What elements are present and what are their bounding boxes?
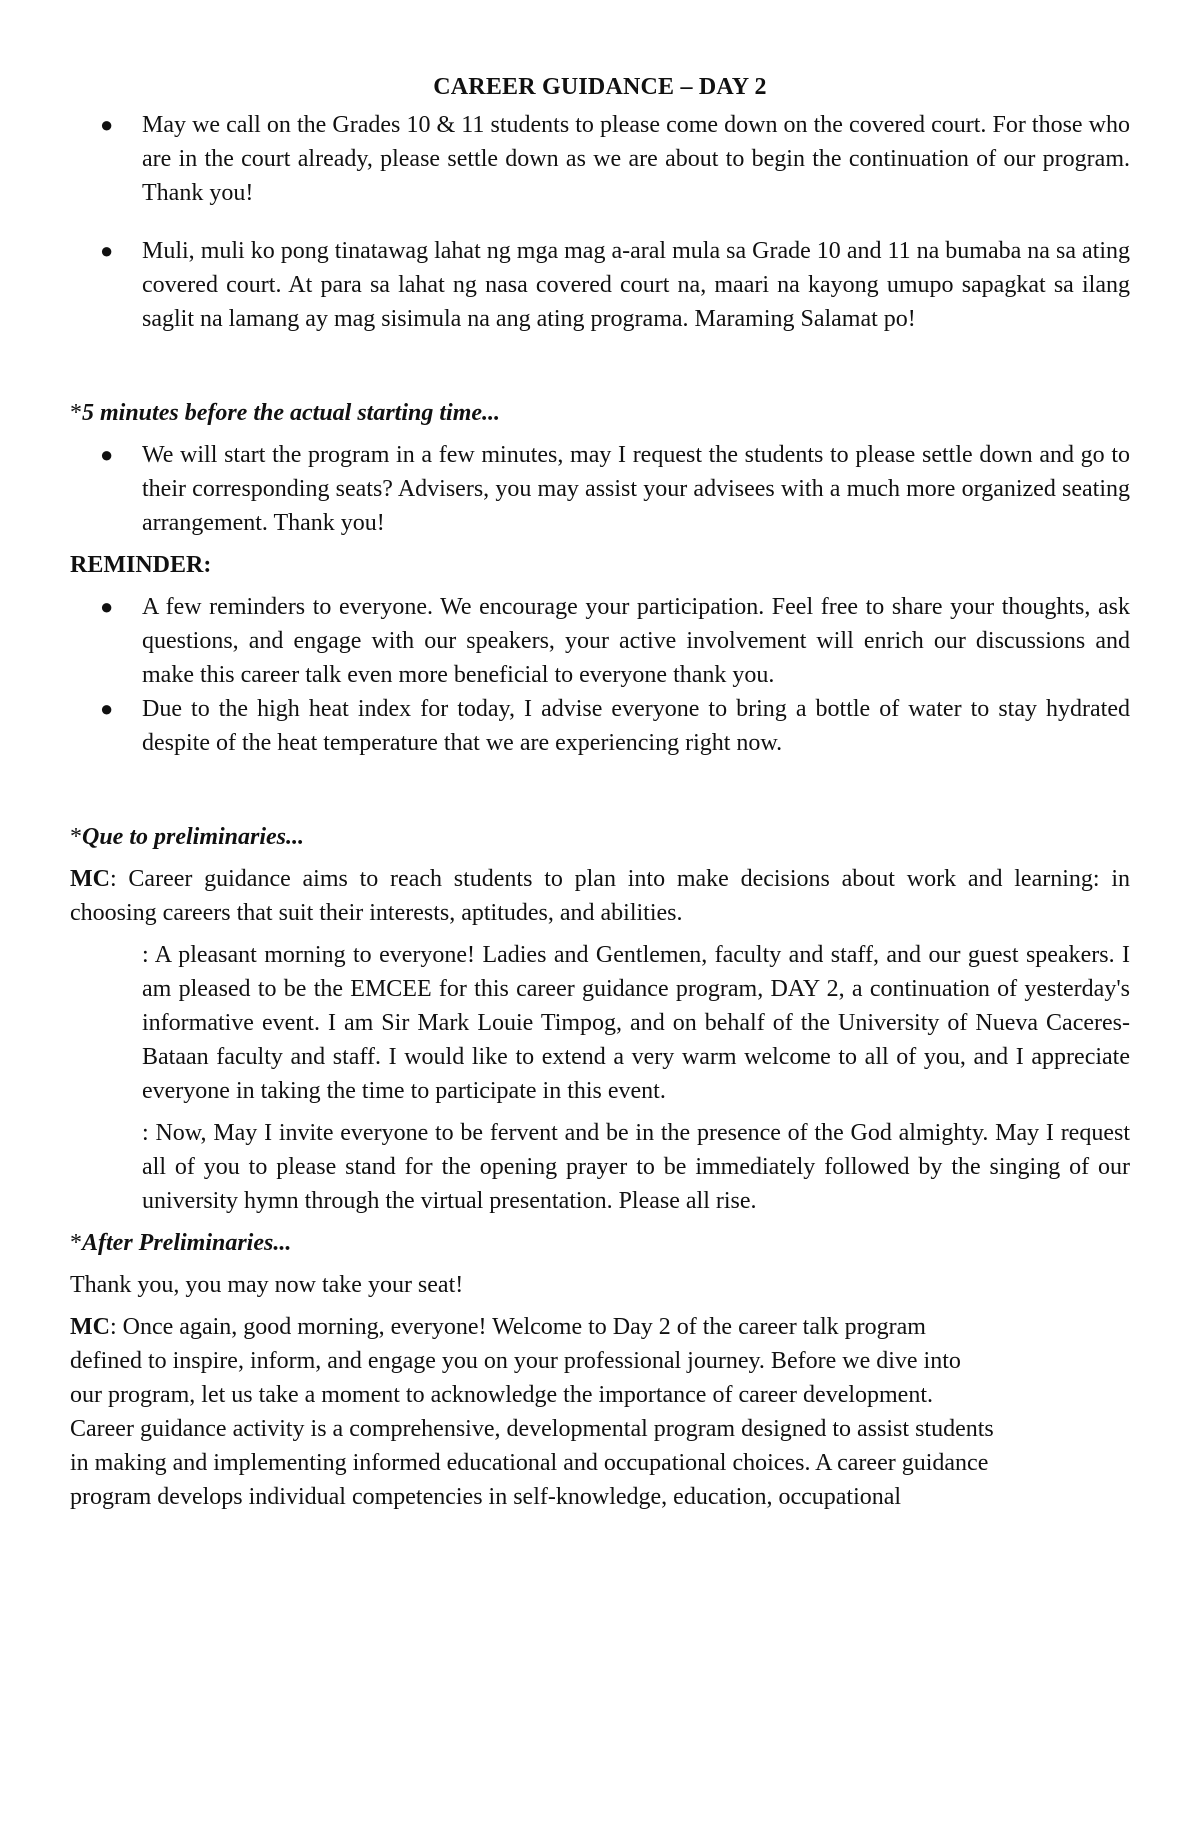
mc-final-line: program develops individual competencies in self-knowledge, education, occupational: [70, 1484, 902, 1510]
cue-preliminaries: [70, 820, 1130, 854]
cue-star: *: [70, 1230, 82, 1256]
spacer: [70, 1218, 1130, 1226]
bullet-icon: ●: [100, 442, 114, 467]
spacer: [70, 336, 1130, 396]
spacer: [70, 760, 1130, 820]
mc-final-line: [70, 1310, 1130, 1344]
list-item: [70, 438, 1130, 540]
cue-star: *: [70, 400, 82, 426]
spacer: [70, 582, 1130, 590]
bullet-text: We will start the program in a few minutes, may I request the students to please settle down and go to their corresponding seats? Advisers, you may assist your advisees with a much more organized seating arrangement. Thank you!: [142, 442, 1130, 536]
mc-intro-paragraph: [70, 862, 1130, 930]
bullet-icon: ●: [100, 112, 114, 137]
mc-continued-paragraph: : Now, May I invite everyone to be fervent and be in the presence of the God almighty. May I request all of you to please stand for the opening prayer to be immediately followed by the singing of our university hymn through the virtual presentation. Please all rise.: [142, 1120, 1130, 1214]
spacer: [70, 854, 1130, 862]
bullet-icon: ●: [100, 238, 114, 263]
spacer: [70, 540, 1130, 548]
bullet-text: Muli, muli ko pong tinatawag lahat ng mga mag a-aral mula sa Grade 10 and 11 na bumaba na sa ating covered court. At para sa lahat ng nasa covered court na, maari na kayong umupo sapagkat sa ilang saglit na lamang ay mag sisimula na ang ating programa. Maraming Salamat po!: [142, 238, 1130, 332]
mc-intro-text: : Career guidance aims to reach students to plan into make decisions about work and learning: in choosing careers that suit their interests, aptitudes, and abilities.: [70, 866, 1130, 926]
document-title: CAREER GUIDANCE – DAY 2: [433, 74, 767, 100]
cue-star: *: [70, 824, 82, 850]
cue-text: 5 minutes before the actual starting time...: [82, 400, 501, 426]
mc-final-line: our program, let us take a moment to acknowledge the importance of career development.: [70, 1382, 934, 1408]
cue-text: After Preliminaries...: [82, 1230, 292, 1256]
cue-text: Que to preliminaries...: [82, 824, 305, 850]
mc-final-line-text: : Once again, good morning, everyone! Welcome to Day 2 of the career talk program: [109, 1314, 926, 1340]
intro-bullet-list: [70, 108, 1130, 336]
five-minutes-bullet-list: [70, 438, 1130, 540]
mc-final-line: defined to inspire, inform, and engage you on your professional journey. Before we dive into: [70, 1348, 961, 1374]
bullet-text: Due to the high heat index for today, I advise everyone to bring a bottle of water to stay hydrated despite of the heat temperature that we are experiencing right now.: [142, 696, 1130, 756]
cue-five-minutes: [70, 396, 1130, 430]
spacer: [70, 430, 1130, 438]
mc-final-paragraph: [70, 1310, 1130, 1514]
spacer: [70, 930, 1130, 938]
mc-label: MC: [70, 866, 110, 892]
mc-final-line: in making and implementing informed educational and occupational choices. A career guidance: [70, 1450, 989, 1476]
list-item: [70, 108, 1130, 210]
after-line: Thank you, you may now take your seat!: [70, 1272, 464, 1298]
mc-continued-paragraph: : A pleasant morning to everyone! Ladies and Gentlemen, faculty and staff, and our guest speakers. I am pleased to be the EMCEE for this career guidance program, DAY 2, a continuation of yesterday's informative event. I am Sir Mark Louie Timpog, and on behalf of the University of Nueva Caceres-Bataan faculty and staff. I would like to extend a very warm welcome to all of you, and I appreciate everyone in taking the time to participate in this event.: [142, 942, 1130, 1104]
bullet-icon: ●: [100, 696, 114, 721]
spacer: [70, 210, 1130, 234]
cue-after-preliminaries: [70, 1226, 1130, 1260]
mc-final-line: Career guidance activity is a comprehensive, developmental program designed to assist students: [70, 1416, 994, 1442]
list-item: [70, 234, 1130, 336]
spacer: [70, 1302, 1130, 1310]
bullet-text: May we call on the Grades 10 & 11 students to please come down on the covered court. For those who are in the court already, please settle down as we are about to begin the continuation of our program. Thank you!: [142, 112, 1130, 206]
reminder-heading: REMINDER:: [70, 552, 212, 578]
spacer: [70, 1108, 1130, 1116]
spacer: [70, 1260, 1130, 1268]
reminder-bullet-list: [70, 590, 1130, 760]
list-item: [70, 692, 1130, 760]
list-item: [70, 590, 1130, 692]
bullet-icon: ●: [100, 594, 114, 619]
mc-label: MC: [70, 1314, 110, 1340]
bullet-text: A few reminders to everyone. We encourage your participation. Feel free to share your thoughts, ask questions, and engage with our speakers, your active involvement will enrich our discussions and make this career talk even more beneficial to everyone thank you.: [142, 594, 1130, 688]
